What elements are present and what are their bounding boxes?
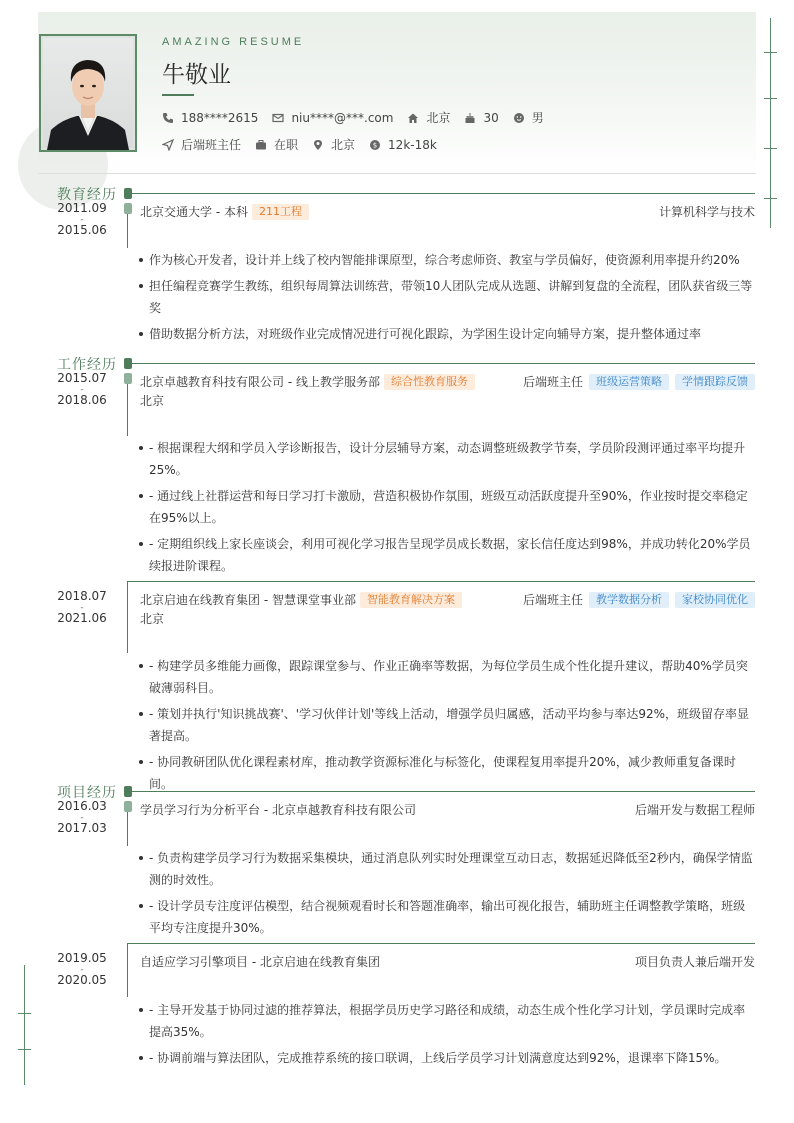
age-item <box>464 111 498 125</box>
list-item: - 协调前端与算法团队，完成推荐系统的接口联调，上线后学员学习计划满意度达到92%，退课率下降15%。 <box>139 1047 756 1069</box>
project-name: 学员学习行为分析平台 - 北京卓越教育科技有限公司 <box>140 803 416 817</box>
company-name: 北京卓越教育科技有限公司 - 线上教学服务部 <box>140 375 380 389</box>
date-range: 2019.05 - 2020.05 <box>57 951 107 987</box>
money-icon <box>369 139 381 151</box>
timeline-line <box>127 581 128 653</box>
entry-divider <box>128 943 755 944</box>
entry-divider <box>128 581 755 582</box>
home-city-text: 北京 <box>426 111 451 125</box>
job-intent-row <box>162 136 451 153</box>
timeline-line <box>127 214 128 248</box>
project-role: 后端开发与数据工程师 <box>634 803 755 817</box>
age-text: 30 <box>483 110 499 125</box>
work-entry-head <box>140 591 755 608</box>
project-entry-head <box>140 801 755 818</box>
gender-icon <box>513 112 525 124</box>
avatar <box>39 34 137 152</box>
project-bullets <box>139 847 756 943</box>
work-bullets <box>139 437 756 581</box>
project-name: 自适应学习引擎项目 - 北京启迪在线教育集团 <box>140 955 380 969</box>
home-icon <box>407 112 419 124</box>
gender-text: 男 <box>531 111 544 125</box>
item-marker <box>124 801 132 812</box>
list-item: 作为核心开发者，设计并上线了校内智能排课原型，综合考虑师资、教室与学员偏好，使资源利用率提升约20% <box>139 249 756 271</box>
decorative-ruler-left <box>24 965 25 1085</box>
education-bullets <box>139 249 756 349</box>
target-role-text: 后端班主任 <box>181 138 242 152</box>
section-title-education: 教育经历 <box>57 187 117 203</box>
work-bullets <box>139 655 756 799</box>
cake-icon <box>464 112 476 124</box>
list-item: - 设计学员专注度评估模型，结合视频观看时长和答题准确率，输出可视化报告，辅助班主任调整教学策略，班级平均专注度提升30%。 <box>139 895 756 939</box>
section-title-work: 工作经历 <box>57 357 117 373</box>
list-item: - 负责构建学员学习行为数据采集模块，通过消息队列实时处理课堂互动日志，数据延迟降低至2秒内，确保学情监测的时效性。 <box>139 847 756 891</box>
candidate-name: 牛敬业 <box>162 62 231 88</box>
section-line <box>128 791 755 792</box>
role-tag: 家校协同优化 <box>675 592 755 608</box>
resume-header <box>38 12 756 174</box>
phone-text: 188****2615 <box>181 110 259 125</box>
list-item: - 构建学员多维能力画像，跟踪课堂参与、作业正确率等数据，为每位学员生成个性化提升建议，帮助40%学员突破薄弱科目。 <box>139 655 756 699</box>
mail-icon <box>272 112 284 124</box>
list-item: 借助数据分析方法，对班级作业完成情况进行可视化跟踪，为学困生设计定向辅导方案，提升整体通过率 <box>139 323 756 345</box>
project-bullets <box>139 999 756 1073</box>
major: 计算机科学与技术 <box>658 205 755 219</box>
timeline-line <box>127 384 128 436</box>
target-city-text: 北京 <box>331 138 356 152</box>
role-tag: 班级运营策略 <box>589 374 669 390</box>
gender-item <box>513 109 544 126</box>
education-entry-head <box>140 203 755 220</box>
list-item: - 定期组织线上家长座谈会，利用可视化学习报告呈现学员成长数据，家长信任度达到98%，并成功转化20%学员续报进阶课程。 <box>139 533 756 577</box>
job-role: 后端班主任 <box>522 593 583 607</box>
timeline-line <box>127 812 128 846</box>
date-range: 2011.09 - 2015.06 <box>57 201 107 237</box>
email-text: niu****@***.com <box>291 110 394 125</box>
list-item: - 通过线上社群运营和每日学习打卡激励，营造积极协作氛围，班级互动活跃度提升至90%，作业按时提交率稳定在95%以上。 <box>139 485 756 529</box>
work-city: 北京 <box>140 612 165 626</box>
date-range: 2015.07 - 2018.06 <box>57 371 107 407</box>
work-entry-head <box>140 373 755 390</box>
phone-item <box>162 111 258 125</box>
item-marker <box>124 203 132 214</box>
project-role: 项目负责人兼后端开发 <box>634 955 755 969</box>
list-item: - 主导开发基于协同过滤的推荐算法，根据学员历史学习路径和成绩，动态生成个性化学习计划，学员课时完成率提高35%。 <box>139 999 756 1043</box>
project-entry-head <box>140 953 755 970</box>
phone-icon <box>162 112 174 124</box>
section-title-projects: 项目经历 <box>57 785 117 801</box>
list-item: - 策划并执行'知识挑战赛'、'学习伙伴计划'等线上活动，增强学员归属感，活动平均参与率达92%，班级留存率显著提高。 <box>139 703 756 747</box>
section-line <box>128 363 755 364</box>
section-marker <box>124 358 132 369</box>
status-item <box>255 136 298 153</box>
home-city-item <box>407 109 450 126</box>
school-tag: 211工程 <box>252 204 309 220</box>
list-item: 担任编程竞赛学生教练，组织每周算法训练营，带领10人团队完成从选题、讲解到复盘的全流程，团队获省级三等奖 <box>139 275 756 319</box>
salary-item <box>369 138 437 152</box>
role-tag: 教学数据分析 <box>589 592 669 608</box>
list-item: - 协同教研团队优化课程素材库，推动教学资源标准化与标签化，使课程复用率提升20%，减少教师重复备课时间。 <box>139 751 756 795</box>
send-icon <box>162 139 174 151</box>
date-range: 2018.07 - 2021.06 <box>57 589 107 625</box>
list-item: - 根据课程大纲和学员入学诊断报告，设计分层辅导方案，动态调整班级教学节奏，学员阶段测评通过率平均提升25%。 <box>139 437 756 481</box>
item-marker <box>124 373 132 384</box>
section-marker <box>124 188 132 199</box>
svg-text:$: $ <box>372 141 378 150</box>
date-range: 2016.03 - 2017.03 <box>57 799 107 835</box>
section-marker <box>124 786 132 797</box>
brand-label: AMAZING RESUME <box>162 36 305 48</box>
target-role-item <box>162 136 241 153</box>
work-city: 北京 <box>140 394 165 408</box>
target-city-item <box>312 136 355 153</box>
status-text: 在职 <box>274 138 299 152</box>
briefcase-icon <box>255 139 267 151</box>
salary-text: 12k-18k <box>388 137 437 152</box>
job-role: 后端班主任 <box>522 375 583 389</box>
location-pin-icon <box>312 139 324 151</box>
company-tag: 智能教育解决方案 <box>360 592 462 608</box>
section-line <box>128 193 755 194</box>
contact-row <box>162 109 558 126</box>
company-name: 北京启迪在线教育集团 - 智慧课堂事业部 <box>140 593 356 607</box>
name-underline <box>162 94 194 96</box>
timeline-line <box>127 943 128 997</box>
company-tag: 综合性教育服务 <box>384 374 475 390</box>
role-tag: 学情跟踪反馈 <box>675 374 755 390</box>
email-item <box>272 111 393 125</box>
school-name: 北京交通大学 - 本科 <box>140 205 248 219</box>
decorative-ruler-right <box>770 18 771 228</box>
